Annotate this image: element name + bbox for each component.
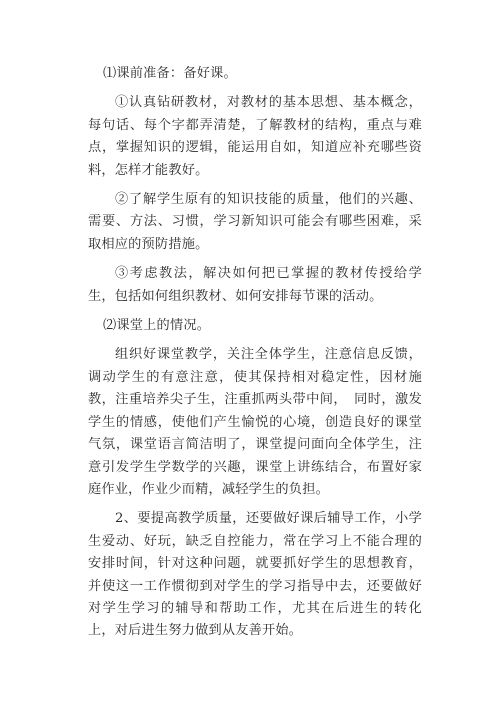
paragraph-after-class-tutoring: 2、要提高教学质量，还要做好课后辅导工作，小学生爱动、好玩，缺乏自控能力，常在学习上不能合理的安排时间，针对这种问题，就要抓好学生的思想教育，并使这一工作惯彻到对学生的学习指导中去，还要做好对学生学习的辅导和帮助工作，尤其在后进生的转化上，对后进生努力做到从友善开始。 xyxy=(88,511,422,639)
paragraph-study-materials: ①认真钻研教材，对教材的基本思想、基本概念，每句话、每个字都弄清楚，了解教材的结构，重点与难点，掌握知识的逻辑，能运用自如，知道应补充哪些资料，怎样才能教好。 xyxy=(88,95,422,178)
paragraph-classroom-organization: 组织好课堂教学，关注全体学生，注意信息反馈，调动学生的有意注意，使其保持相对稳定性，因材施教，注重培养尖子生，注重抓两头带中间， 同时，激发学生的情感，使他们产生愉悦的心境，创造良好的课堂气氛，课堂语言简洁明了，课堂提问面向全体学生，注意引发学生学数学的兴趣，课堂上讲练结合，布置好家庭作业，作业少而精，减轻学生的负担。 xyxy=(88,347,422,497)
section-heading-lesson-preparation: ⑴课前准备：备好课。 xyxy=(103,66,237,81)
document-body xyxy=(88,63,422,650)
paragraph-teaching-methods: ③考虑教法，解决如何把已掌握的教材传授给学生，包括如何组织教材、如何安排每节课的活动。 xyxy=(88,266,422,304)
section-heading-classroom: ⑵课堂上的情况。 xyxy=(103,318,211,334)
paragraph-understand-students: ②了解学生原有的知识技能的质量，他们的兴趣、需要、方法、习惯，学习新知识可能会有哪些困难，采取相应的预防措施。 xyxy=(88,192,422,252)
